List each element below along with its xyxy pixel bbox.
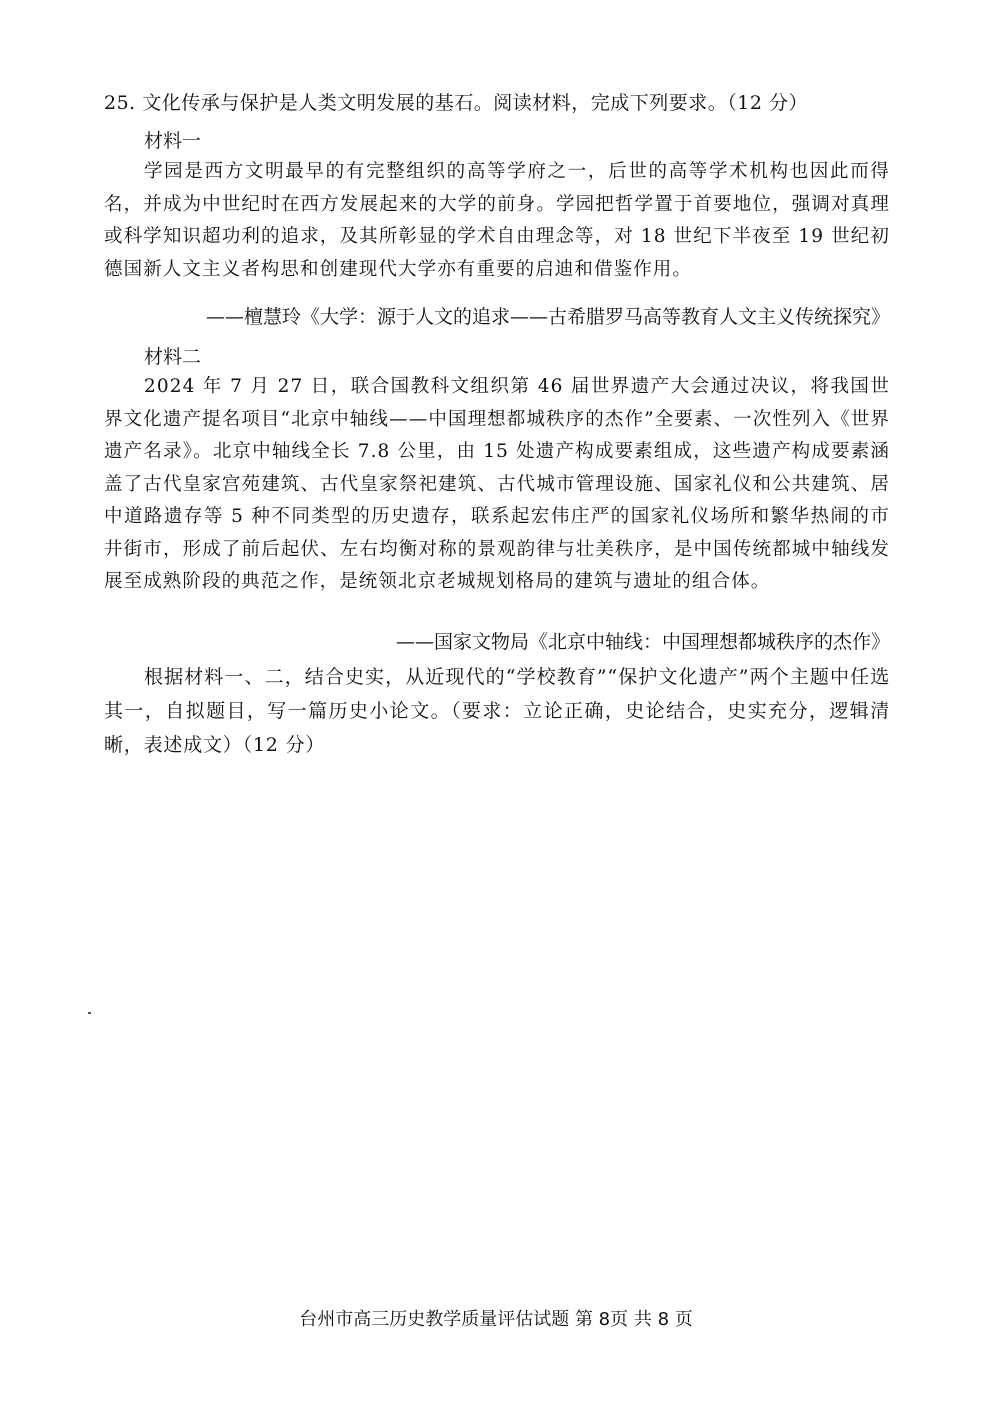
material1-source: ——檀慧玲《大学：源于人文的追求——古希腊罗马高等教育人文主义传统探究》 [205, 306, 890, 328]
material2-text: 2024 年 7 月 27 日，联合国教科文组织第 46 届世界遗产大会通过决议，将我国世界文化遗产提名项目“北京中轴线——中国理想都城秩序的杰作”全要素、一次性列入《世界遗产名录》。北京中轴线全长 7.8 公里，由 15 处遗产构成要素组成，这些遗产构成要素涵盖了古代皇家宫苑建筑、古代皇家祭祀建筑、古代城市管理设施、国家礼仪和公共建筑、居中道路遗存等 5 种不同类型的历史遗存，联系起宏伟庄严的国家礼仪场所和繁华热闹的市井街市，形成了前后起伏、左右均衡对称的景观韵律与壮美秩序，是中国传统都城中轴线发展至成熟阶段的典范之作，是统领北京老城规划格局的建筑与遗址的组合体。 [104, 376, 890, 592]
scan-speck [88, 1012, 91, 1014]
material2-label: 材料二 [144, 346, 202, 368]
question-title: 25. 文化传承与保护是人类文明发展的基石。阅读材料，完成下列要求。（12 分） [104, 92, 808, 114]
page-footer: 台州市高三历史教学质量评估试题 第 8页 共 8 页 [299, 1309, 693, 1330]
task-instructions: 根据材料一、二，结合史实，从近现代的“学校教育”“保护文化遗产”两个主题中任选其一，自拟题目，写一篇历史小论文。（要求：立论正确，史论结合，史实充分，逻辑清晰，表述成文）（12 分） [104, 666, 890, 756]
material1-text: 学园是西方文明最早的有完整组织的高等学府之一，后世的高等学术机构也因此而得名，并成为中世纪时在西方发展起来的大学的前身。学园把哲学置于首要地位，强调对真理或科学知识超功利的追求，及其所彰显的学术自由理念等，对 18 世纪下半夜至 19 世纪初德国新人文主义者构思和创建现代大学亦有重要的启迪和借鉴作用。 [104, 161, 890, 280]
material1-label: 材料一 [144, 130, 202, 152]
material2-source: ——国家文物局《北京中轴线：中国理想都城秩序的杰作》 [395, 631, 890, 653]
